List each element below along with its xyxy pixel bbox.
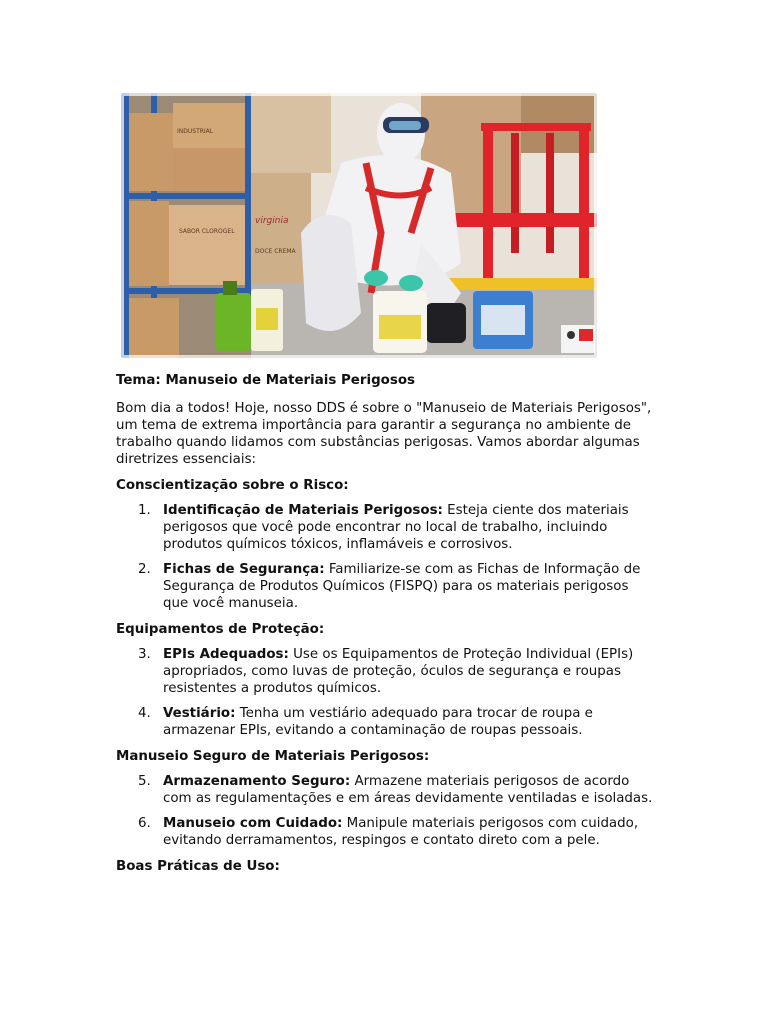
document-body (116, 372, 656, 883)
intro-paragraph: Bom dia a todos! Hoje, nosso DDS é sobre o "Manuseio de Materiais Perigosos", um tema de extrema importância para garantir a segurança no ambiente de trabalho quando lidamos com substâncias perigosas. Vamos abordar algumas diretrizes essenciais: (116, 401, 652, 467)
list-item-term: Armazenamento Seguro: (163, 774, 351, 789)
list-risk-awareness (116, 502, 656, 612)
hero-image (121, 93, 597, 358)
list-item-text: Esteja ciente dos materiais perigosos que você pode encontrar no local de trabalho, incluindo produtos químicos tóxicos, inflamáveis e corrosivos. (163, 503, 629, 552)
section-heading-good-practices: Boas Práticas de Uso: (116, 859, 280, 874)
list-item-term: EPIs Adequados: (163, 647, 289, 662)
topic-heading: Tema: Manuseio de Materiais Perigosos (116, 373, 416, 388)
list-item-text: Tenha um vestiário adequado para trocar de roupa e armazenar EPIs, evitando a contaminação de roupas pessoais. (163, 706, 593, 738)
list-item (116, 502, 656, 553)
list-item-text: Use os Equipamentos de Proteção Individual (EPIs) apropriados, como luvas de proteção, óculos de segurança e roupas resistentes a produtos químicos. (163, 647, 634, 696)
box-label-virginia: virginia (255, 216, 289, 226)
list-item (116, 773, 656, 807)
list-item-term: Fichas de Segurança: (163, 562, 325, 577)
list-item-number: 1. (138, 503, 151, 518)
section-heading-safe-handling: Manuseio Seguro de Materiais Perigosos: (116, 749, 430, 764)
box-label-clorogel: SABOR CLOROGEL (179, 228, 235, 235)
list-item-term: Vestiário: (163, 706, 236, 721)
list-safe-handling (116, 773, 656, 849)
list-item (116, 815, 656, 849)
list-item-number: 3. (138, 647, 151, 662)
list-item (116, 561, 656, 612)
list-item-number: 6. (138, 816, 151, 831)
list-item-number: 4. (138, 706, 151, 721)
list-item-text: Familiarize-se com as Fichas de Informação de Segurança de Produtos Químicos (FISPQ) para os materiais perigosos que você manuseia. (163, 562, 641, 611)
list-item (116, 705, 656, 739)
list-item-number: 5. (138, 774, 151, 789)
list-item-term: Identificação de Materiais Perigosos: (163, 503, 443, 518)
section-heading-protective-equipment: Equipamentos de Proteção: (116, 622, 325, 637)
box-label-doce-crema: DOCE CREMA (255, 248, 296, 255)
section-heading-risk-awareness: Conscientização sobre o Risco: (116, 478, 349, 493)
list-item-number: 2. (138, 562, 151, 577)
list-protective-equipment (116, 646, 656, 739)
box-label-industrial: INDUSTRIAL (177, 128, 214, 135)
list-item-text: Armazene materiais perigosos de acordo com as regulamentações e em áreas devidamente ventiladas e isoladas. (163, 774, 653, 806)
list-item (116, 646, 656, 697)
list-item-term: Manuseio com Cuidado: (163, 816, 343, 831)
list-item-text: Manipule materiais perigosos com cuidado, evitando derramamentos, respingos e contato direto com a pele. (163, 816, 639, 848)
